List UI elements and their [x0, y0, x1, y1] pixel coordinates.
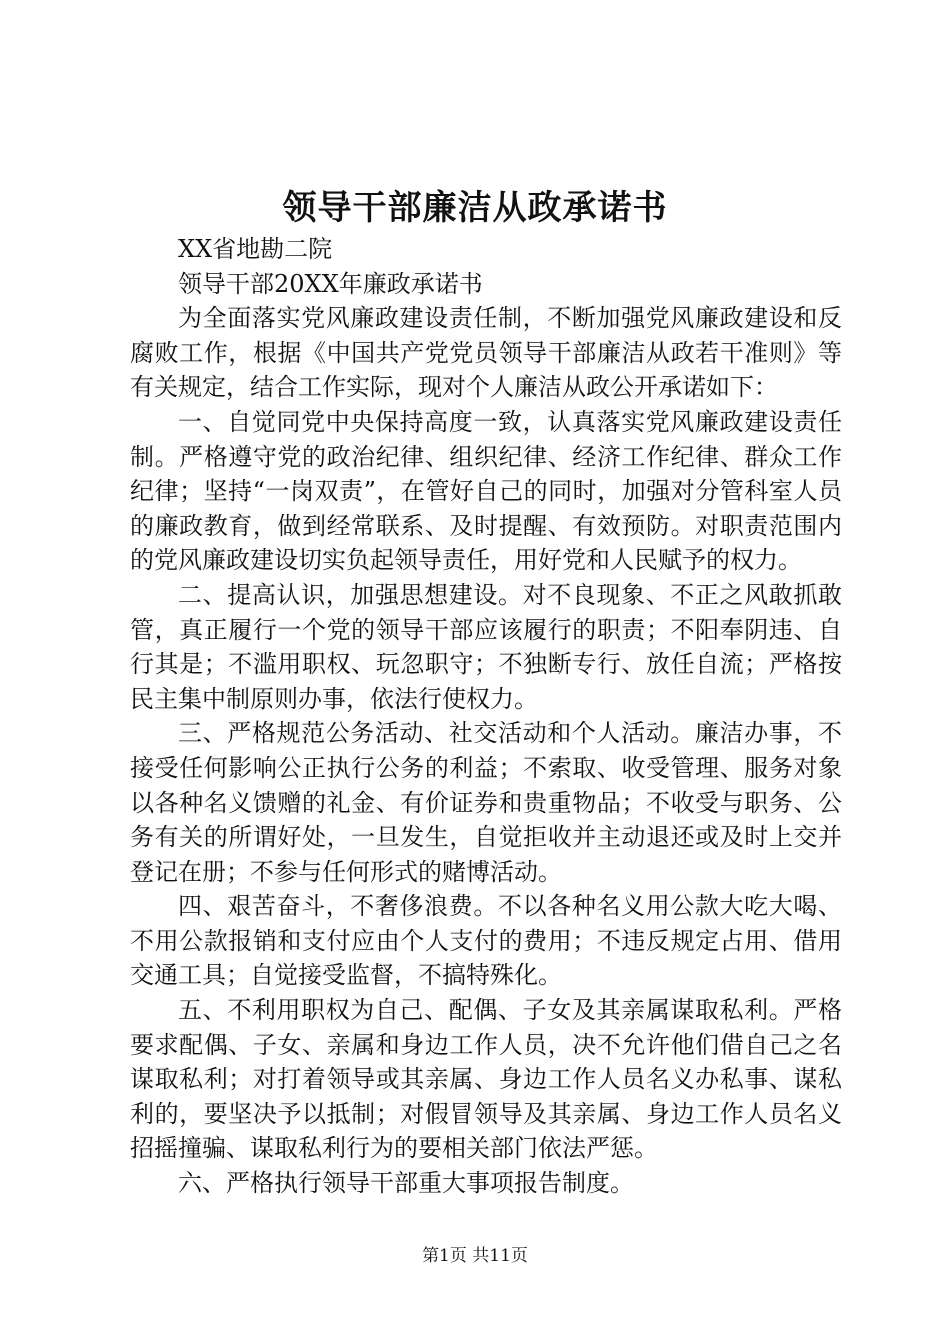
paragraph-item-1: 一、自觉同党中央保持高度一致，认真落实党风廉政建设责任制。严格遵守党的政治纪律、组织纪律、经济工作纪律、群众工作纪律；坚持“一岗双责”，在管好自己的同时，加强对分管科室人员的廉政教育，做到经常联系、及时提醒、有效预防。对职责范围内的党风廉政建设切实负起领导责任，用好党和人民赋予的权力。	[130, 407, 842, 575]
paragraph-subtitle: 领导干部20XX年廉政承诺书	[178, 269, 483, 298]
paragraph-item-5: 五、不利用职权为自己、配偶、子女及其亲属谋取私利。严格要求配偶、子女、亲属和身边工作人员，决不允许他们借自己之名谋取私利；对打着领导或其亲属、身边工作人员名义办私事、谋私利的，要坚决予以抵制；对假冒领导及其亲属、身边工作人员名义招摇撞骗、谋取私利行为的要相关部门依法严惩。	[130, 996, 842, 1163]
document-title: 领导干部廉洁从政承诺书	[282, 188, 668, 228]
document-body	[130, 232, 842, 1201]
paragraph-intro: 为全面落实党风廉政建设责任制，不断加强党风廉政建设和反腐败工作，根据《中国共产党党员领导干部廉洁从政若干准则》等有关规定，结合工作实际，现对个人廉洁从政公开承诺如下：	[130, 304, 842, 402]
paragraph-item-2: 二、提高认识，加强思想建设。对不良现象、不正之风敢抓敢管，真正履行一个党的领导干部应该履行的职责；不阳奉阴违、自行其是；不滥用职权、玩忽职守；不独断专行、放任自流；严格按民主集中制原则办事，依法行使权力。	[130, 580, 842, 713]
paragraph-item-6: 六、严格执行领导干部重大事项报告制度。	[178, 1169, 634, 1198]
page-number-footer: 第1页 共11页	[422, 1246, 528, 1266]
paragraph-item-3: 三、严格规范公务活动、社交活动和个人活动。廉洁办事，不接受任何影响公正执行公务的利益；不索取、收受管理、服务对象以各种名义馈赠的礼金、有价证券和贵重物品；不收受与职务、公务有关的所谓好处，一旦发生，自觉拒收并主动退还或及时上交并登记在册；不参与任何形式的赌博活动。	[130, 719, 842, 886]
paragraph-item-4: 四、艰苦奋斗，不奢侈浪费。不以各种名义用公款大吃大喝、不用公款报销和支付应由个人支付的费用；不违反规定占用、借用交通工具；自觉接受监督，不搞特殊化。	[130, 892, 842, 990]
paragraph-organization: XX省地勘二院	[178, 235, 333, 263]
